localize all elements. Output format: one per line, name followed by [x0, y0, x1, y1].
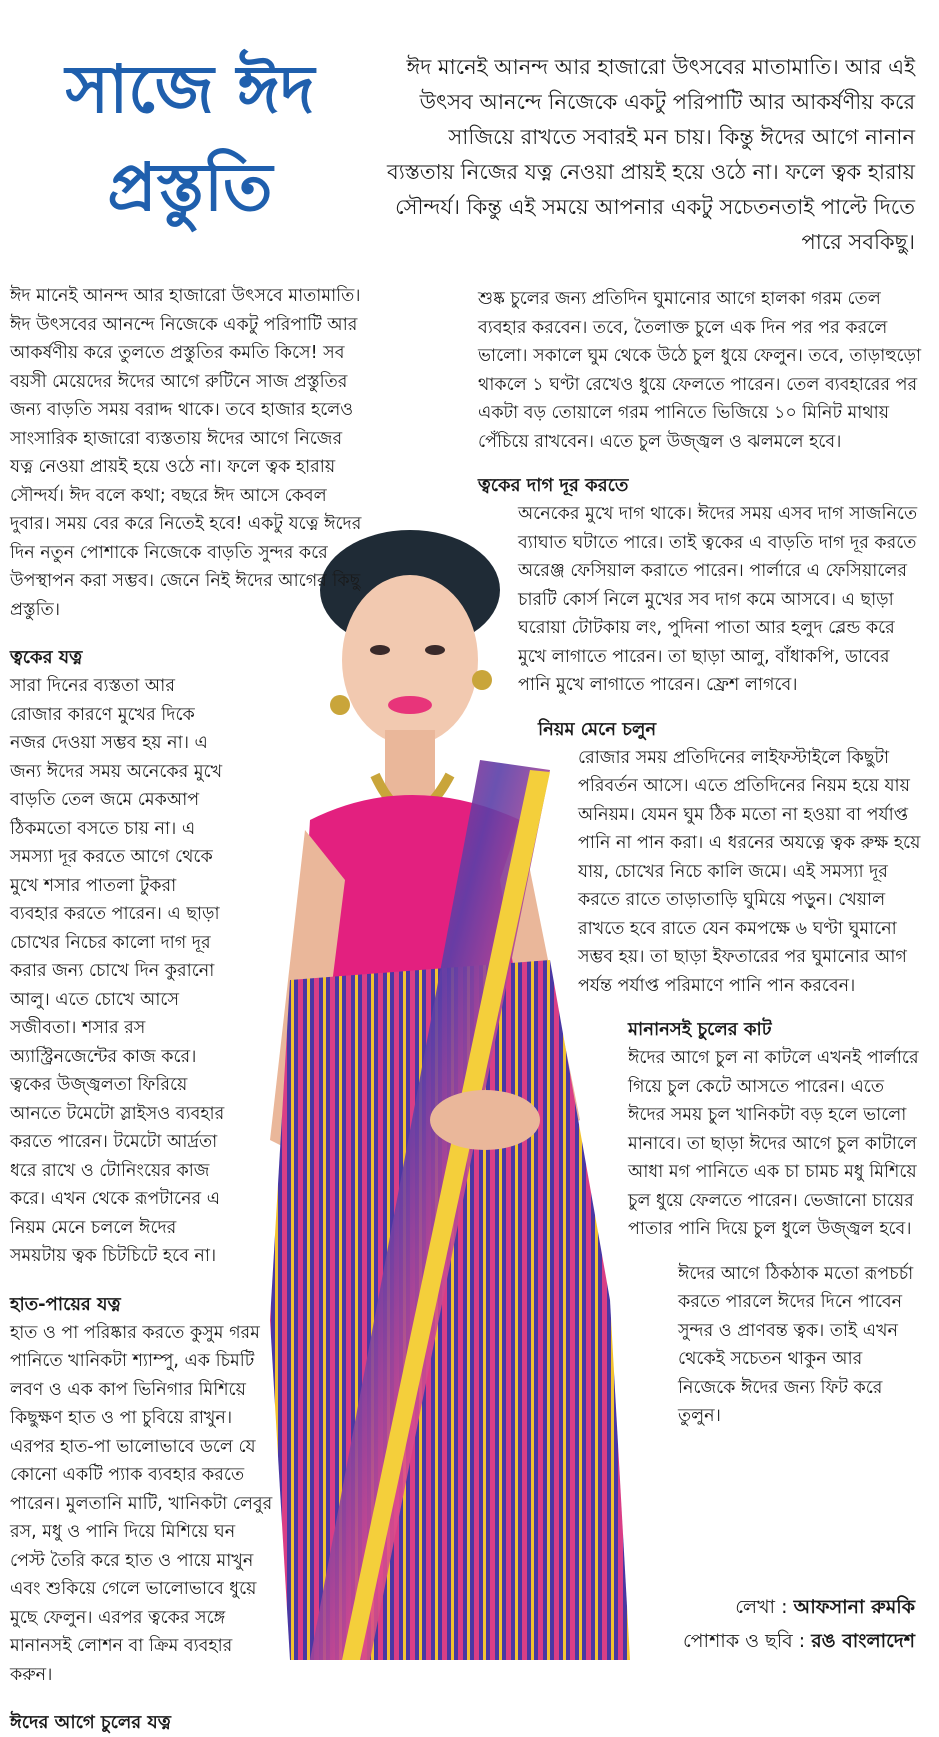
left-column — [10, 282, 365, 1737]
title-line-1: সাজে ঈদ — [65, 50, 315, 128]
follow-rules-heading: নিয়ম মেনে চলুন — [538, 718, 657, 740]
writer-credit — [495, 1590, 915, 1624]
spot-removal-paragraph: অনেকের মুখে দাগ থাকে। ঈদের সময় এসব দাগ সাজনিতে ব্যাঘাত ঘটাতে পারে। তাই ত্বকের এ বাড়তি দাগ দূর করতে অরেঞ্জ ফেসিয়াল করাতে পারেন। পার্লারে এ ফেসিয়ালের চারটি কোর্স নিলে মুখের সব দাগ কমে আসবে। এ ছাড়া ঘরোয়া টোটকায় লং, পুদিনা পাতা আর হলুদ ব্লেন্ড করে মুখে লাগাতে পারেন। তা ছাড়া আলু, বাঁধাকপি, ডাবের পানি মুখে লাগাতে পারেন। ফ্রেশ লাগবে। — [518, 504, 918, 695]
haircut-paragraph: ঈদের আগে চুল না কাটলে এখনই পার্লারে গিয়ে চুল কেটে আসতে পারেন। এতে ঈদের সময় চুল খানিকটা বড় হলে ভালো মানাবে। তা ছাড়া ঈদের আগে চুল কাটালে আধা মগ পানিতে এক চা চামচ মধু মিশিয়ে চুল ধুয়ে ফেলতে পারেন। ভেজানো চায়ের পাতার পানি দিয়ে চুল ধুলে উজ্জ্বল হবে। — [628, 1048, 919, 1239]
closing-paragraph: ঈদের আগে ঠিকঠাক মতো রূপচর্চা করতে পারলে ঈদের দিনে পাবেন সুন্দর ও প্রাণবন্ত ত্বক। তাই এখন থেকেই সচেতন থাকুন আর নিজেকে ঈদের জন্য ফিট করে তুলুন। — [678, 1263, 914, 1426]
photo-label: পোশাক ও ছবি : — [682, 1630, 806, 1652]
photo-name: রঙ বাংলাদেশ — [811, 1630, 915, 1652]
hair-care-paragraph: শুষ্ক চুলের জন্য প্রতিদিন ঘুমানোর আগে হালকা গরম তেল ব্যবহার করবেন। তবে, তৈলাক্ত চুলে এক দিন পর পর করলে ভালো। সকালে ঘুম থেকে উঠে চুল ধুয়ে ফেলুন। তবে, তাড়াহুড়ো থাকলে ১ ঘণ্টা রেখেও ধুয়ে ফেলতে পারেন। তেল ব্যবহারের পর একটা বড় তোয়ালে গরম পানিতে ভিজিয়ে ১০ মিনিট মাথায় পেঁচিয়ে রাখবেন। এতে চুল উজ্জ্বল ও ঝলমলে হবে। — [478, 289, 922, 452]
photo-credit — [495, 1624, 915, 1658]
skin-care-heading: ত্বকের যত্ন — [10, 647, 83, 668]
hand-foot-care-heading: হাত-পায়ের যত্ন — [10, 1293, 121, 1315]
intro-paragraph: ঈদ মানেই আনন্দ আর হাজারো উৎসবের মাতামাতি। আর এই উৎসব আনন্দে নিজেকে একটু পরিপাটি আর আকর্ষণীয় করে সাজিয়ে রাখতে সবারই মন চায়। কিন্তু ঈদের আগে নানান ব্যস্ততায় নিজের যত্ন নেওয়া প্রায়ই হয়ে ওঠে না। ফলে ত্বক হারায় সৌন্দর্য। কিন্তু এই সময়ে আপনার একটু সচেতনতাই পাল্টে দিতে পারে সবকিছু। — [387, 55, 915, 254]
writer-label: লেখা : — [735, 1596, 788, 1618]
skin-care-paragraph: সারা দিনের ব্যস্ততা আর রোজার কারণে মুখের দিকে নজর দেওয়া সম্ভব হয় না। এ জন্য ঈদের সময় অনেকের মুখে বাড়তি তেল জমে মেকআপ ঠিকমতো বসতে চায় না। এ সমস্যা দূর করতে আগে থেকে মুখে শসার পাতলা টুকরা ব্যবহার করতে পারেন। এ ছাড়া চোখের নিচের কালো দাগ দূর করার জন্য চোখে দিন কুরানো আলু। এতে চোখে আসে সজীবতা। শসার রস অ্যাস্ট্রিনজেন্টের কাজ করে। ত্বকের উজ্জ্বলতা ফিরিয়ে আনতে টমেটো স্লাইসও ব্যবহার করতে পারেন। টমেটো আর্দ্রতা ধরে রাখে ও টোনিংয়ের কাজ করে। এখন থেকে রূপটানের এ নিয়ম মেনে চললে ঈদের সময়টায় ত্বক চিটচিটে হবে না। — [10, 676, 225, 1266]
hair-care-heading: ঈদের আগে চুলের যত্ন — [10, 1712, 171, 1733]
title-line-2: প্রস্তুতি — [107, 148, 273, 226]
writer-name: আফসানা রুমকি — [793, 1596, 915, 1618]
spot-removal-heading: ত্বকের দাগ দূর করতে — [478, 475, 629, 496]
follow-rules-paragraph: রোজার সময় প্রতিদিনের লাইফস্টাইলে কিছুটা পরিবর্তন আসে। এতে প্রতিদিনের নিয়ম হয়ে যায় অনিয়ম। যেমন ঘুম ঠিক মতো না হওয়া বা পর্যাপ্ত পানি না পান করা। এ ধরনের অযত্নে ত্বক রুক্ষ হয়ে যায়, চোখের নিচে কালি জমে। এই সমস্যা দূর করতে রাতে তাড়াতাড়ি ঘুমিয়ে পড়ুন। খেয়াল রাখতে হবে রাতে যেন কমপক্ষে ৬ ঘণ্টা ঘুমানো সম্ভব হয়। তা ছাড়া ইফতারের পর ঘুমানোর আগ পর্যন্ত পর্যাপ্ত পরিমাণে পানি পান করবেন। — [578, 747, 921, 996]
right-column — [478, 285, 923, 1431]
hand-foot-care-paragraph: হাত ও পা পরিষ্কার করতে কুসুম গরম পানিতে খানিকটা শ্যাম্পু, এক চিমটি লবণ ও এক কাপ ভিনিগার মিশিয়ে কিছুক্ষণ হাত ও পা চুবিয়ে রাখুন। এরপর হাত-পা ভালোভাবে ডলে যে কোনো একটি প্যাক ব্যবহার করতে পারেন। মুলতানি মাটি, খানিকটা লেবুর রস, মধু ও পানি দিয়ে মিশিয়ে ঘন পেস্ট তৈরি করে হাত ও পায়ে মাখুন এবং শুকিয়ে গেলে ভালোভাবে ধুয়ে মুছে ফেলুন। এরপর ত্বকের সঙ্গে মানানসই লোশন বা ক্রিম ব্যবহার করুন। — [10, 1322, 273, 1685]
page-title — [40, 40, 340, 236]
credits — [495, 1590, 915, 1658]
haircut-heading: মানানসই চুলের কাট — [628, 1019, 772, 1040]
opening-paragraph: ঈদ মানেই আনন্দ আর হাজারো উৎসবে মাতামাতি। ঈদ উৎসবের আনন্দে নিজেকে একটু পরিপাটি আর আকর্ষণীয় করে তুলতে প্রস্তুতির কমতি কিসে! সব বয়সী মেয়েদের ঈদের আগে রুটিনে সাজ প্রস্তুতির জন্য বাড়তি সময় বরাদ্দ থাকে। তবে হাজার হলেও সাংসারিক হাজারো ব্যস্ততায় ঈদের আগে নিজের যত্ন নেওয়া প্রায়ই হয়ে ওঠে না। ফলে ত্বক হারায় সৌন্দর্য। ঈদ বলে কথা; বছরে ঈদ আসে কেবল দুবার। সময় বের করে নিতেই হবে! একটু যত্নে ঈদের দিন নতুন পোশাকে নিজেকে বাড়তি সুন্দর করে উপস্থাপন করা সম্ভব। জেনে নিই ঈদের আগের কিছু প্রস্তুতি। — [10, 286, 362, 620]
